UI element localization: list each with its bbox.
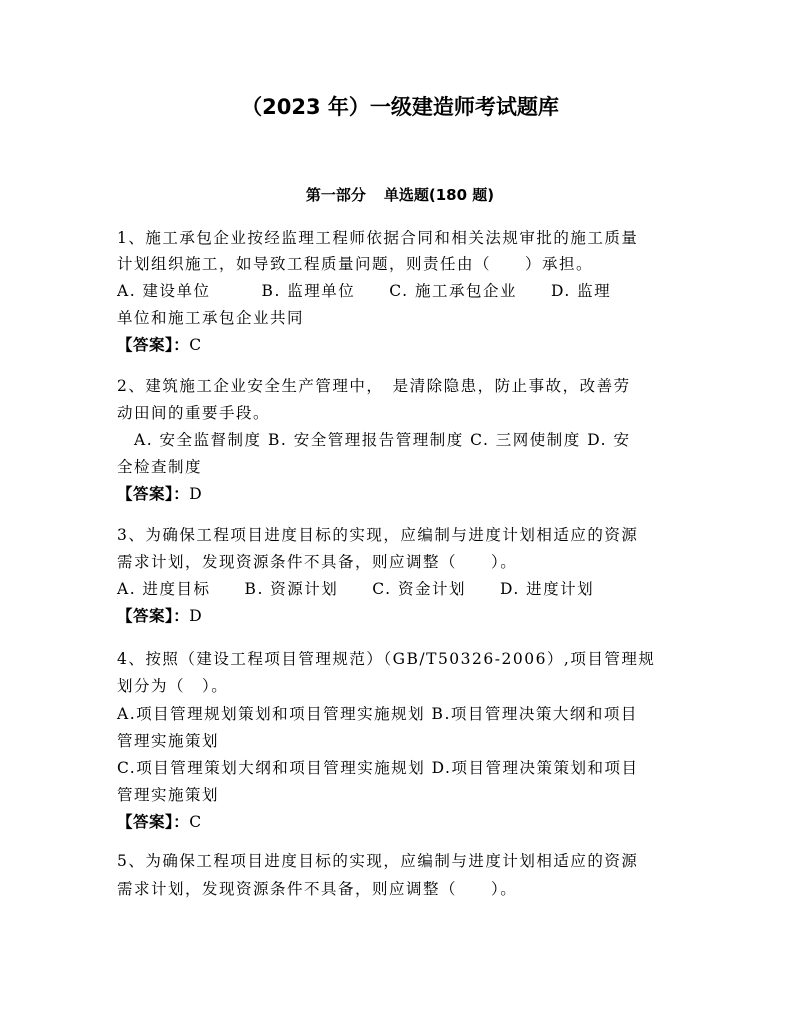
section-part: 第一部分 (305, 186, 366, 204)
option-line: A. 进度目标 B. 资源计划 C. 资金计划 D. 进度计划 (117, 580, 595, 598)
question-text-line: 5、为确保工程项目进度目标的实现，应编制与进度计划相适应的资源 (117, 852, 639, 870)
section-name: 单选题(180 题) (383, 186, 495, 204)
answer-value: C (189, 336, 202, 354)
answer-value: D (189, 485, 203, 503)
question-text-line: 需求计划，发现资源条件不具备，则应调整（ ）。 (117, 553, 518, 571)
option-line: A. 建设单位 B. 监理单位 C. 施工承包企业 D. 监理 (117, 282, 612, 300)
answer-line (117, 809, 687, 835)
question-text-line: 3、为确保工程项目进度目标的实现，应编制与进度计划相适应的资源 (117, 526, 639, 544)
option-line: 单位和施工承包企业共同 (117, 309, 305, 327)
answer-value: D (189, 607, 203, 625)
answer-line (117, 481, 687, 507)
option-line: 管理实施策划 (117, 732, 220, 750)
option-line: 全检查制度 (117, 458, 203, 476)
answer-label: 【答案】： (117, 607, 190, 625)
answer-label: 【答案】： (117, 485, 190, 503)
option-line: 管理实施策划 (117, 786, 220, 804)
question-text-line: 计划组织施工，如导致工程质量问题，则责任由（ ）承担。 (117, 255, 594, 273)
option-line: A.项目管理规划策划和项目管理实施规划 B.项目管理决策大纲和项目 (117, 705, 638, 723)
answer-label: 【答案】： (117, 336, 190, 354)
answer-label: 【答案】： (117, 813, 190, 831)
option-line: A. 安全监督制度 B. 安全管理报告管理制度 C. 三网使制度 D. 安 (117, 431, 631, 449)
question-text-line: 2、建筑施工企业安全生产管理中， 是清除隐患，防止事故，改善劳 (117, 377, 631, 395)
answer-line (117, 332, 687, 358)
question-text-line: 4、按照（建设工程项目管理规范）（GB/T50326-2006）,项目管理规 (117, 650, 656, 668)
answer-value: C (189, 813, 202, 831)
question-text-line: 动田间的重要手段。 (117, 404, 271, 422)
document-title: （2023 年）一级建造师考试题库 (241, 95, 559, 119)
section-heading (0, 181, 800, 209)
answer-line (117, 603, 687, 629)
question-text-line: 1、施工承包企业按经监理工程师依据合同和相关法规审批的施工质量 (117, 229, 639, 247)
question-text-line: 需求计划，发现资源条件不具备，则应调整（ ）。 (117, 880, 518, 898)
option-line: C.项目管理策划大纲和项目管理实施规划 D.项目管理决策策划和项目 (117, 759, 639, 777)
question-text-line: 划分为（ ）。 (117, 677, 229, 695)
